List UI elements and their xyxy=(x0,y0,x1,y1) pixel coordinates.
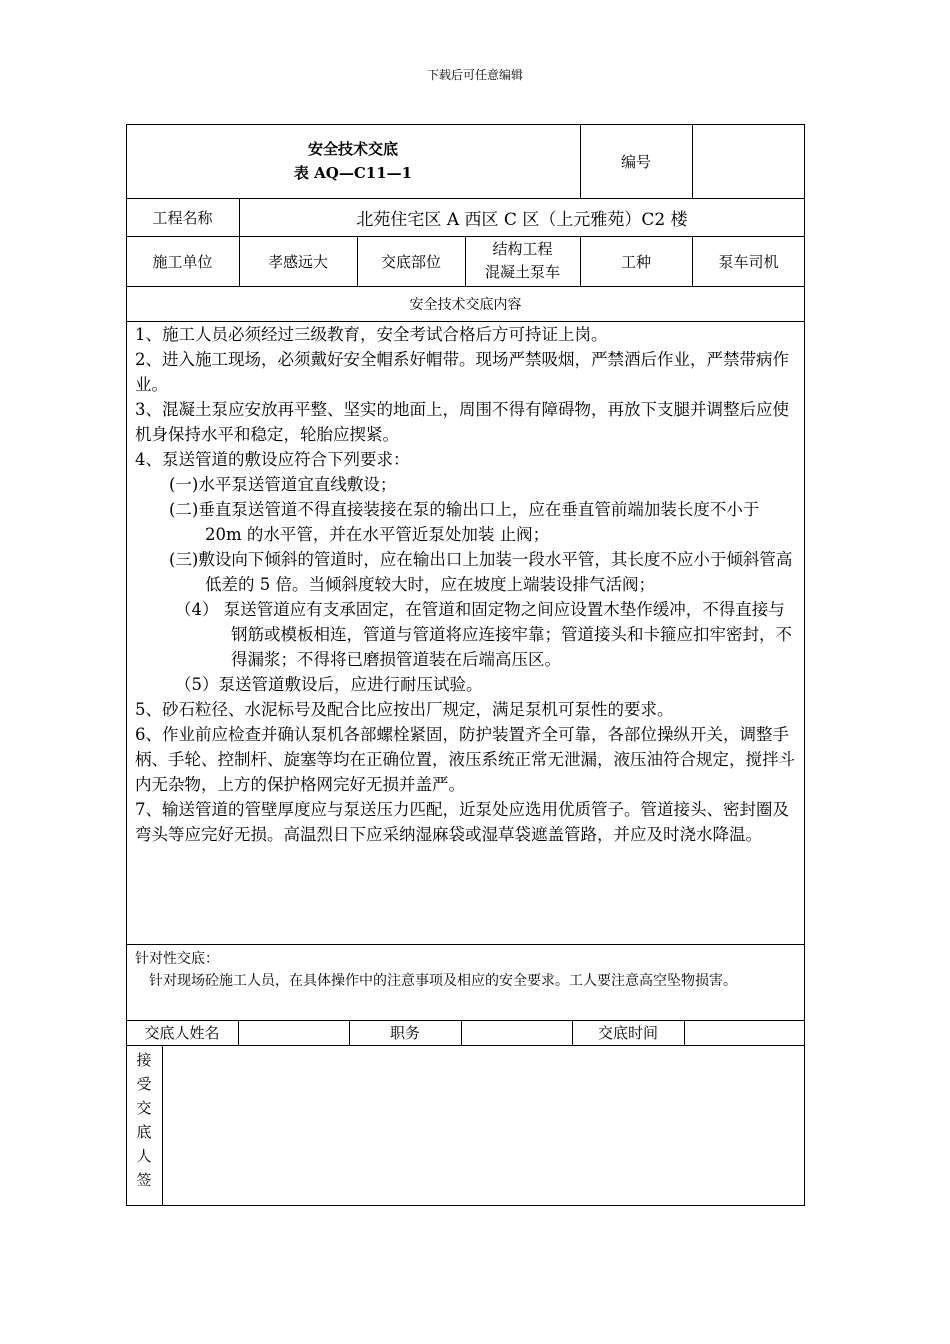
content-item-4-3: (三)敷设向下倾斜的管道时，应在输出口上加装一段水平管，其长度不应小于倾斜管高低差的 5 倍。当倾斜度较大时，应在坡度上端装设排气活阀； xyxy=(169,550,793,594)
content-item-3: 3、混凝土泵应安放再平整、坚实的地面上，周围不得有障碍物，再放下支腿并调整后应使机身保持水平和稳定，轮胎应揳紧。 xyxy=(135,400,789,444)
content-item-2: 2、进入施工现场，必须戴好安全帽系好帽带。现场严禁吸烟，严禁酒后作业，严禁带病作业。 xyxy=(135,350,789,394)
content-item-4: 4、泵送管道的敷设应符合下列要求： xyxy=(135,450,410,469)
number-label: 编号 xyxy=(620,152,651,171)
project-name-label: 工程名称 xyxy=(152,208,213,227)
unit-label: 施工单位 xyxy=(152,252,213,271)
position-label: 职务 xyxy=(389,1024,420,1042)
trade-value: 泵车司机 xyxy=(718,252,779,271)
content-item-4-4: （4） 泵送管道应有支承固定，在管道和固定物之间应设置木垫作缓冲，不得直接与钢筋或模板相连，管道与管道将应连接牢靠；管道接头和卡箍应扣牢密封，不得漏浆；不得将已磨损管道装在后端高压区。 xyxy=(175,600,792,669)
content-item-6: 6、作业前应检查并确认泵机各部螺栓紧固，防护装置齐全可靠，各部位操纵开关，调整手柄、手轮、控制杆、旋塞等均在正确位置，液压系统正常无泄漏，液压油符合规定，搅拌斗内无杂物，上方的保护格网完好无损并盖严。 xyxy=(135,725,795,794)
content-item-4-2: (二)垂直泵送管道不得直接装接在泵的输出口上，应在垂直管前端加装长度不小于 20m 的水平管，并在水平管近泵处加装 止阀； xyxy=(169,500,760,544)
unit-value: 孝感远大 xyxy=(267,252,328,271)
receiver-label: 接受交底人签 xyxy=(136,1051,152,1189)
form-code: 表 AQ—C11—1 xyxy=(293,164,413,182)
position-value[interactable] xyxy=(461,1020,572,1045)
giver-value[interactable] xyxy=(238,1020,349,1045)
content-item-4-1: (一)水平泵送管道宜直线敷设； xyxy=(169,475,397,494)
time-label: 交底时间 xyxy=(597,1024,658,1042)
targeted-text: 针对现场砼施工人员，在具体操作中的注意事项及相应的安全要求。工人要注意高空坠物损害。 xyxy=(149,973,737,989)
part-value-line1: 结构工程 xyxy=(492,240,553,258)
part-value-line2: 混凝土泵车 xyxy=(484,263,560,281)
number-value[interactable] xyxy=(692,124,805,198)
trade-label: 工种 xyxy=(620,252,651,271)
content-body xyxy=(135,322,800,847)
giver-label: 交底人姓名 xyxy=(144,1024,220,1042)
content-header: 安全技术交底内容 xyxy=(409,296,522,313)
content-item-4-5: （5）泵送管道敷设后，应进行耐压试验。 xyxy=(175,675,483,694)
project-name-value: 北苑住宅区 A 西区 C 区（上元雅苑）C2 楼 xyxy=(356,209,688,230)
part-label: 交底部位 xyxy=(380,252,441,271)
content-item-5: 5、砂石粒径、水泥标号及配合比应按出厂规定，满足泵机可泵性的要求。 xyxy=(135,700,674,719)
receiver-signature-area[interactable] xyxy=(163,1046,804,1205)
targeted-label: 针对性交底： xyxy=(135,951,219,967)
page-header: 下载后可任意编辑 xyxy=(426,68,523,82)
content-item-1: 1、施工人员必须经过三级教育，安全考试合格后方可持证上岗。 xyxy=(135,325,608,344)
form-title: 安全技术交底 xyxy=(307,140,398,158)
time-value[interactable] xyxy=(684,1020,805,1045)
content-item-7: 7、输送管道的管壁厚度应与泵送压力匹配，近泵处应选用优质管子。管道接头、密封圈及弯头等应完好无损。高温烈日下应采纳湿麻袋或湿草袋遮盖管路，并应及时浇水降温。 xyxy=(135,800,789,844)
